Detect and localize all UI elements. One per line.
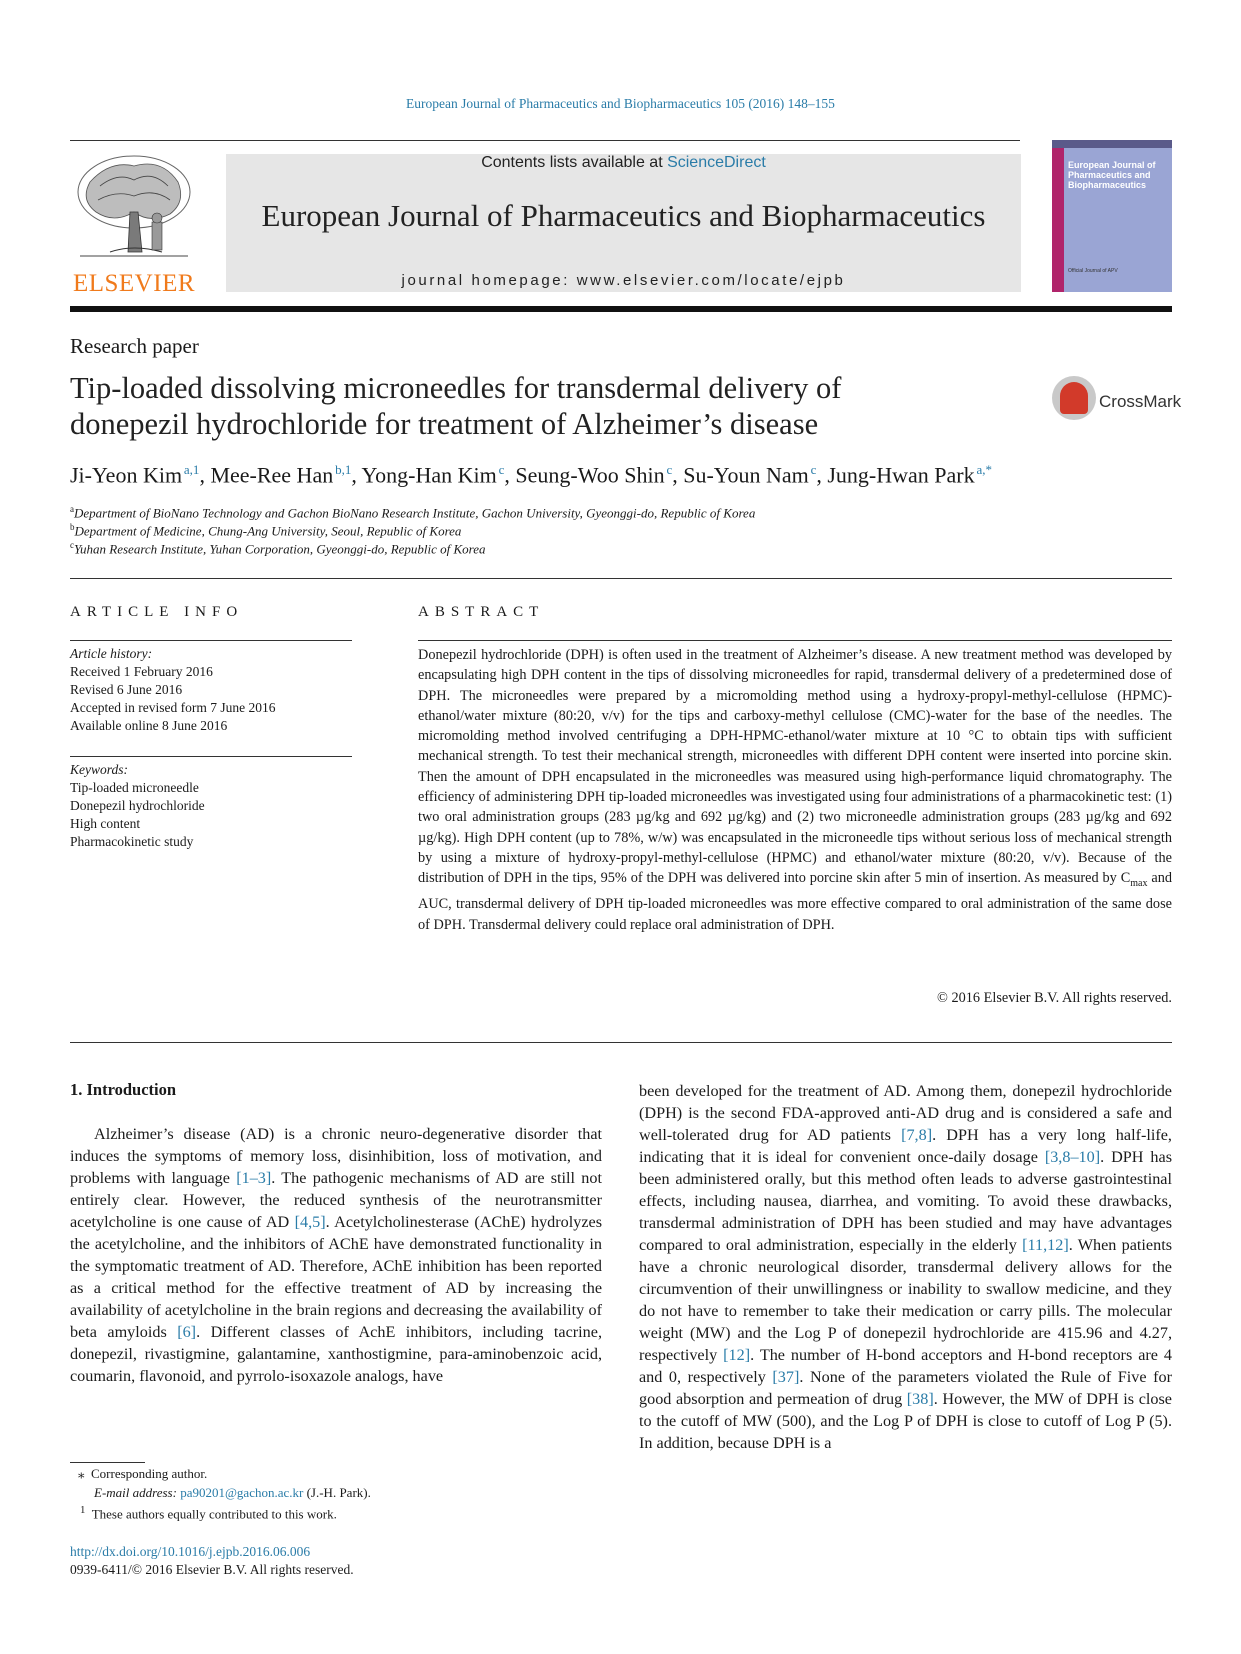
footnote-text: Corresponding author. [91,1466,208,1481]
affiliation [70,504,755,521]
keyword[interactable]: Pharmacokinetic study [70,834,194,849]
history-accepted: Accepted in revised form 7 June 2016 [70,700,276,715]
cover-stripe [1052,140,1064,292]
abstract-text-part1: Donepezil hydrochloride (DPH) is often used in the treatment of Alzheimer’s disease. A new treatment method was developed by encapsulating high DPH content in the tips of dissolving microneedles for rapid, transdermal delivery of a predetermined dose of DPH. The microneedles were prepared by a micromolding method using a hydroxy-propyl-methyl-cellulose (HPMC)-ethanol/water mixture (80:20, v/v) for the tips and carboxy-methyl cellulose (CMC)-water for the base of the needles. The micromolding method involved centrifuging a DPH-HPMC-ethanol/water mixture at 10 °C to obtain tips with sufficient mechanical strength. To test their mechanical strength, microneedles with different DPH content were inserted into porcine skin. Then the amount of DPH encapsulated in the microneedles was measured using high-performance liquid chromatography. The efficiency of administering DPH tip-loaded microneedles was investigated using four administrations of a pharmacokinetic test: (1) two oral administration groups (283 µg/kg and 692 µg/kg) and (2) two microneedle administration groups (283 µg/kg and 692 µg/kg). High DPH content (up to 78%, w/w) was encapsulated in the microneedle tips without serious loss of mechanical strength by using a mixture of hydroxy-propyl-methyl-cellulose (HPMC) and ethanol/water mixture (80:20, v/v). Because of the distribution of DPH in the tips, 95% of the DPH was delivered into porcine skin after 5 min of insertion. As measured by C [418,647,1172,887]
issn-copyright: 0939-6411/© 2016 Elsevier B.V. All rights reserved. [70,1562,354,1577]
footnote-mark: ⁎ [78,1466,85,1481]
text-run: . The pathogenic mechanisms of AD are still not entirely clear. However, the reduced synthesis of the neurotransmitter acetylcholine is one cause of AD [70,1169,602,1231]
abstract-text [418,645,1172,935]
footnote-email [94,1485,371,1501]
text-run: . The number of H-bond acceptors and H-bond receptors are 4 and 0, respectively [639,1346,1172,1386]
citation-link[interactable]: [12] [723,1346,751,1364]
affiliation-mark: b [70,522,75,532]
body-column-left [70,1123,602,1387]
contents-prefix: Contents lists available at [481,154,668,171]
author-list: Ji-Yeon Kim $^{a,1}$, Mee-Ree Han $^{b,1}$, Yong-Han Kim $^c$, Seung-Woo Shin $^c$, Su-Youn Nam $^c$, Jung-Hwan Park $^{a,*}$ [70,462,992,488]
journal-citation[interactable]: European Journal of Pharmaceutics and Biopharmaceutics 105 (2016) 148–155 [406,96,835,111]
journal-title: European Journal of Pharmaceutics and Biopharmaceutics [261,198,986,233]
history-received: Received 1 February 2016 [70,664,213,679]
footnote-corresponding [78,1466,207,1482]
citation-link[interactable]: [7,8] [901,1126,933,1144]
masthead-thick-rule [70,306,1172,312]
keyword[interactable]: Tip-loaded microneedle [70,780,199,795]
author-affiliation-mark[interactable]: c [666,462,673,477]
author-affiliation-mark[interactable]: c [810,462,817,477]
title-line-2: donepezil hydrochloride for treatment of Alzheimer’s disease [70,407,819,441]
affiliation-mark: c [70,540,74,550]
body-column-right [639,1080,1172,1454]
contents-line [226,154,1021,172]
footnote-rule [70,1462,145,1463]
history-label: Article history: [70,646,153,661]
abstract-subscript: max [1130,878,1148,890]
doi-link[interactable]: http://dx.doi.org/10.1016/j.ejpb.2016.06.006 [70,1544,311,1559]
affiliation-text: Department of BioNano Technology and Gachon BioNano Research Institute, Gachon University, Gyeonggi-do, Republic of Korea [74,505,756,521]
article-type: Research paper [70,334,199,358]
section-rule [70,578,1172,579]
abstract-copyright: © 2016 Elsevier B.V. All rights reserved. [937,990,1172,1006]
citation-link[interactable]: [3,8–10] [1044,1148,1101,1166]
text-run: . However, the MW of DPH is close to the cutoff of MW (500), and the Log P of DPH is close to cutoff of Log P (5). In addition, because DPH is a [639,1390,1172,1452]
journal-masthead [226,154,1021,292]
author-name[interactable]: Mee-Ree Han [210,462,334,488]
author-name[interactable]: Seung-Woo Shin [515,462,665,488]
text-run: been developed for the treatment of AD. Among them, donepezil hydrochloride (DPH) is the second FDA-approved anti-AD drug and is considered a safe and well-tolerated drug for AD patients [639,1082,1172,1144]
author-name[interactable]: Ji-Yeon Kim [70,462,183,488]
article-info-rule [70,640,352,641]
keyword[interactable]: Donepezil hydrochloride [70,798,205,813]
crossmark-bookmark-shape [1060,382,1088,414]
email-link[interactable]: pa90201@gachon.ac.kr [180,1485,304,1500]
cover-title: European Journal of Pharmaceutics and Biopharmaceutics [1068,160,1156,190]
text-run: . DPH has been administered orally, but this method often leads to adverse gastrointestinal effects, including nausea, diarrhea, and vomiting. To avoid these drawbacks, transdermal administration of DPH has been studied and may have advantages compared to oral administration, especially in the elderly [639,1148,1172,1254]
title-line-1: Tip-loaded dissolving microneedles for transdermal delivery of [70,371,842,405]
email-suffix: (J.-H. Park). [303,1485,371,1500]
footnote-text: These authors equally contributed to this work. [91,1506,337,1522]
header-rule [70,140,1020,141]
abstract-heading: ABSTRACT [418,604,545,620]
crossmark-icon[interactable] [1052,376,1096,420]
crossmark-label[interactable]: CrossMark [1099,392,1182,411]
affiliation-text: Yuhan Research Institute, Yuhan Corporation, Gyeonggi-do, Republic of Korea [74,541,486,557]
author-name[interactable]: Su-Youn Nam [683,462,809,488]
cover-top-band [1052,140,1172,148]
citation-link[interactable]: [6] [177,1323,197,1341]
history-online: Available online 8 June 2016 [70,718,228,733]
journal-cover-thumbnail[interactable] [1052,140,1172,292]
text-run: . Acetylcholinesterase (AChE) hydrolyzes the acetylcholine, and the inhibitors of AChE have demonstrated functionality in the symptomatic treatment of AD. Therefore, AChE inhibition has been reported as a critical method for the effective treatment of AD by increasing the availability of acetylcholine in the brain regions and decreasing the availability of beta amyloids [70,1213,602,1341]
journal-homepage[interactable]: journal homepage: www.elsevier.com/locate/ejpb [401,272,846,289]
citation-link[interactable]: [1–3] [236,1169,272,1187]
cover-footer: Official Journal of APV [1068,268,1118,274]
author-affiliation-mark[interactable]: b,1 [335,462,352,477]
citation-link[interactable]: [38] [906,1390,934,1408]
footnote-equal-contribution [80,1504,337,1522]
keywords-label: Keywords: [70,762,128,777]
citation-link[interactable]: [11,12] [1022,1236,1069,1254]
affiliation [70,522,461,539]
intro-paragraph-continued [639,1080,1172,1454]
text-run: . Different classes of AchE inhibitors, including tacrine, donepezil, rivastigmine, galantamine, xanthostigmine, para-aminobenzoic acid, coumarin, flavonoid, and pyrrolo-isoxazole analogs, have [70,1323,602,1385]
author-affiliation-mark[interactable]: a,1 [183,462,200,477]
author-name[interactable]: Jung-Hwan Park [827,462,975,488]
keyword[interactable]: High content [70,816,141,831]
citation-link[interactable]: [4,5] [294,1213,326,1231]
author-name[interactable]: Yong-Han Kim [361,462,497,488]
body-rule [70,1042,1172,1043]
citation-link[interactable]: [37] [772,1368,800,1386]
elsevier-wordmark: ELSEVIER [72,270,196,297]
author-affiliation-mark[interactable]: c [498,462,505,477]
affiliation-mark: a [70,504,74,514]
footnote-mark: 1 [80,1504,86,1516]
affiliation-text: Department of Medicine, Chung-Ang University, Seoul, Republic of Korea [74,523,462,539]
affiliation [70,540,486,557]
author-affiliation-mark[interactable]: a,* [976,462,992,477]
intro-paragraph [70,1123,602,1387]
section-heading: 1. Introduction [70,1080,177,1099]
text-run: . DPH has a very long half-life, indicating that it is ideal for convenient once-daily dosage [639,1126,1172,1166]
abstract-text-part2: and AUC, transdermal delivery of DPH tip-loaded microneedles was more effective compared to oral administration of the same dose of DPH. Transdermal delivery could replace oral administration of DPH. [418,870,1173,933]
text-run: . None of the parameters violated the Rule of Five for good absorption and permeation of drug [639,1368,1172,1408]
article-info-heading: ARTICLE INFO [70,604,244,620]
article-info-rule [70,756,352,757]
history-revised: Revised 6 June 2016 [70,682,183,697]
text-run: Alzheimer’s disease (AD) is a chronic neuro-degenerative disorder that induces the symptoms of memory loss, disinhibition, loss of motivation, and problems with language [70,1125,602,1187]
text-run: . When patients have a chronic neurological disorder, transdermal delivery allows for the circumvention of their unwillingness or inability to swallow medicine, and they do not have to remember to take their medication or carry pills. The molecular weight (MW) and the Log P of donepezil hydrochloride are 415.96 and 4.27, respectively [639,1236,1172,1364]
email-label: E-mail address: [94,1485,181,1500]
sciencedirect-link[interactable]: ScienceDirect [667,154,766,171]
abstract-rule [418,640,1172,641]
paper-title [70,370,970,442]
